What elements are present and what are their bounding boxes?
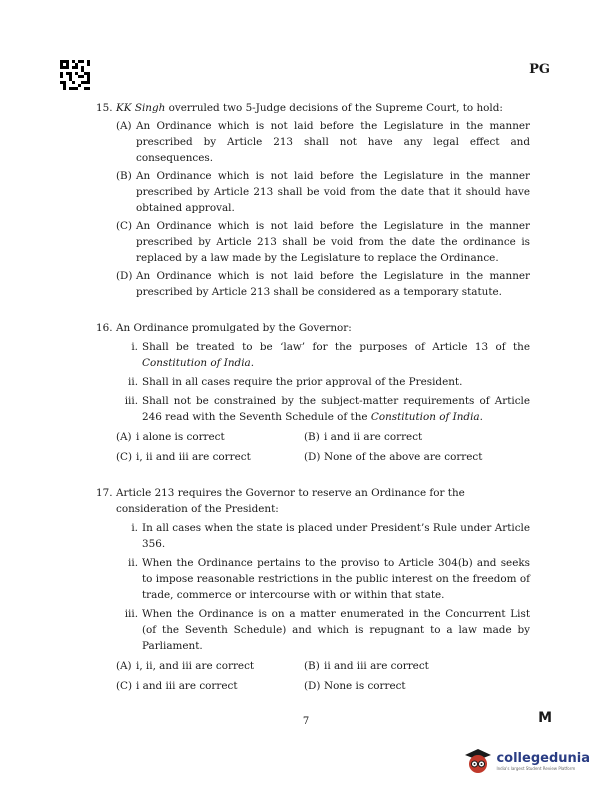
option-c: (C) An Ordinance which is not laid before the Legislature in the manner prescribed by Article 213 shall be void from the date the ordinance is replaced by a law made by the Legislature to replace the Ordinance. [116,220,530,264]
statement-iii: iii. When the Ordinance is on a matter enumerated in the Concurrent List (of the Seventh Schedule) and which is repugnant to a law made by Parliament. [124,608,530,652]
option-d: (D) None of the above are correct [304,451,483,463]
statement-i: i. In all cases when the state is placed under President’s Rule under Article 356. [131,522,530,550]
statement-ii: ii. Shall in all cases require the prior approval of the President. [128,376,463,388]
brand-name: collegedunia [496,750,590,766]
option-a: (A) An Ordinance which is not laid before the Legislature in the manner prescribed by Article 213 shall not have any legal effect and consequences. [116,120,530,164]
brand-logo [463,746,590,776]
option-d: (D) None is correct [304,680,406,692]
statement-i: i. Shall be treated to be ‘law’ for the purposes of Article 13 of the Constitution of India. [131,341,530,369]
option-c: (C) i and iii are correct [116,680,238,692]
question-number: 16. [96,322,113,334]
statement-iii: iii. Shall not be constrained by the subject-matter requirements of Article 246 read with the Seventh Schedule of the Constitution of India. [124,395,530,423]
page-number: 7 [302,716,310,727]
option-a: (A) i, ii, and iii are correct [116,660,255,672]
graduate-mascot-icon [463,746,493,776]
statement-ii: ii. When the Ordinance pertains to the proviso to Article 304(b) and seeks to impose reasonable restrictions in the public interest on the freedom of trade, commerce or intercourse with or within that state. [128,557,530,601]
question-number: 15. [96,102,113,114]
question-17 [96,485,530,694]
paper-code: PG [529,62,550,77]
question-15 [96,100,530,300]
option-b: (B) An Ordinance which is not laid before the Legislature in the manner prescribed by Article 213 shall be void from the date that it should have obtained approval. [116,170,530,214]
option-a: (A) i alone is correct [116,431,225,443]
option-c: (C) i, ii and iii are correct [116,451,251,463]
question-stem: An Ordinance promulgated by the Governor: [116,322,352,334]
brand-tagline: India's largest Student Review Platform [496,765,576,771]
question-list [96,100,530,714]
question-stem: Article 213 requires the Governor to reserve an Ordinance for the consideration of the President: [116,487,465,515]
footer-code: M [538,710,552,726]
option-b: (B) ii and iii are correct [304,660,429,672]
question-16 [96,320,530,465]
option-b: (B) i and ii are correct [304,431,423,443]
qr-code [60,60,90,90]
option-d: (D) An Ordinance which is not laid before the Legislature in the manner prescribed by Article 213 shall be considered as a temporary statute. [116,270,530,298]
question-stem: KK Singh overruled two 5-Judge decisions of the Supreme Court, to hold: [116,102,503,114]
question-number: 17. [96,487,113,499]
